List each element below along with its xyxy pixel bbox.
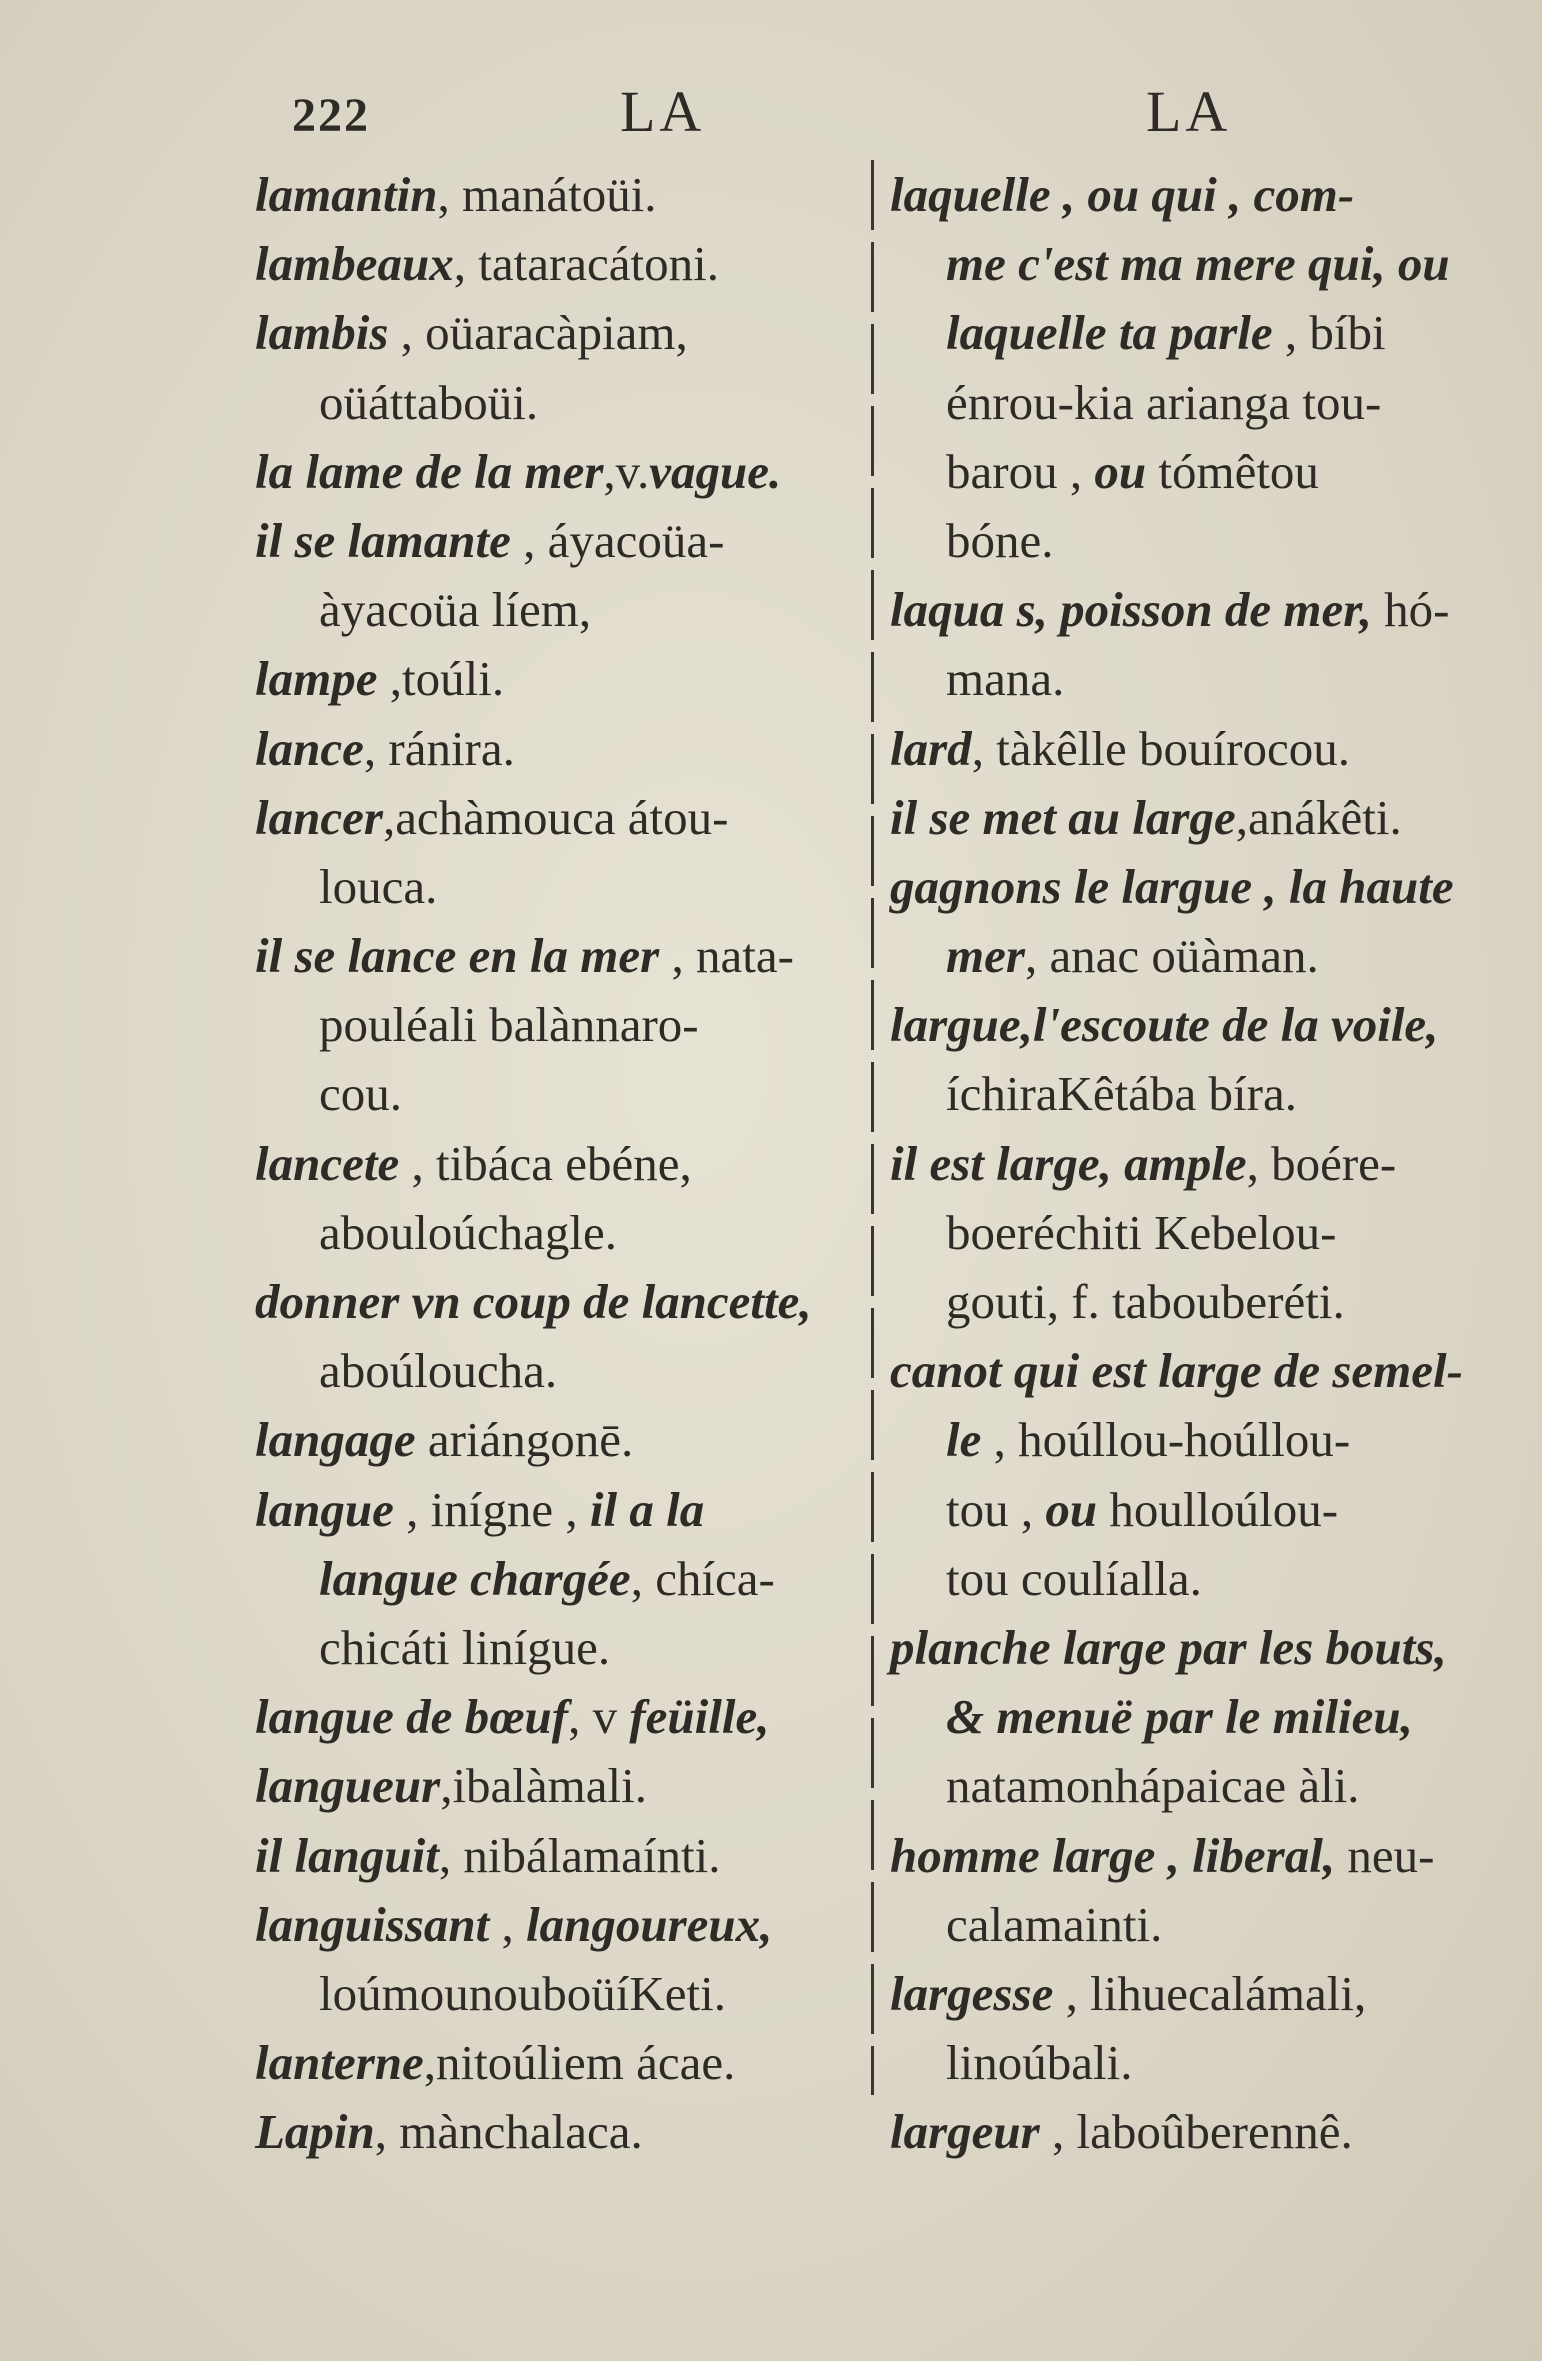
translation: , boére- (1246, 1135, 1397, 1191)
translation: chicáti liníguе. (319, 1619, 611, 1675)
headword: canot qui est large de semel- (890, 1343, 1463, 1399)
translation: ,v. (603, 443, 650, 499)
translation: , lihuecalámali, (1053, 1965, 1367, 2021)
left-entry-line (255, 1475, 855, 1544)
translation: ,nitoúliem ácae. (423, 2035, 736, 2091)
left-entry-line (255, 368, 855, 437)
headword: laquelle , ou qui , com- (890, 167, 1355, 222)
left-column (255, 160, 855, 2166)
headword: ou (1094, 443, 1147, 499)
right-entry-line (890, 1475, 1450, 1544)
headword: lancete (255, 1135, 400, 1191)
headword: gagnons le largue , la haute (890, 858, 1454, 914)
translation: tómêtou (1146, 443, 1319, 499)
left-entry-line (255, 1544, 855, 1613)
left-entry-line (255, 1267, 855, 1336)
right-entry-line (890, 2097, 1450, 2166)
left-entry-line (255, 2097, 855, 2166)
translation: , inígne , (393, 1481, 590, 1537)
headword: laqua s, poisson de mer, (890, 582, 1372, 638)
translation: , laboûberennê. (1039, 2104, 1353, 2160)
right-entry-line (890, 1821, 1450, 1890)
right-entry-line (890, 229, 1450, 298)
headword: la lame de la mer (255, 443, 604, 499)
translation: , manátoüi. (437, 167, 657, 222)
right-entry-line (890, 437, 1450, 506)
translation: houlloúlou- (1097, 1481, 1339, 1537)
left-entry-line (255, 1129, 855, 1198)
translation: cou. (319, 1066, 402, 1122)
right-entry-line (890, 1890, 1450, 1959)
headword: ou (1045, 1481, 1098, 1537)
translation: aboúloucha. (319, 1343, 558, 1399)
left-entry-line (255, 160, 855, 229)
column-divider (871, 160, 874, 2095)
headword: langage (255, 1412, 416, 1468)
translation: hó- (1371, 582, 1450, 638)
left-entry-line (255, 1959, 855, 2028)
left-entry-line (255, 1821, 855, 1890)
headword: Lapin (255, 2104, 375, 2160)
headword: languissant (255, 1896, 490, 1952)
headword: il est large, ample (890, 1135, 1247, 1191)
translation: boeréchiti Kebelou- (946, 1204, 1337, 1260)
right-entry-line (890, 575, 1450, 644)
headword: largesse (890, 1965, 1054, 2021)
right-entry-line (890, 1059, 1450, 1128)
left-entry-line (255, 1613, 855, 1682)
right-entry-line (890, 2028, 1450, 2097)
headword: langue de bœuf (255, 1689, 569, 1745)
translation: tou coulíalla. (946, 1550, 1202, 1606)
headword: me c'est ma mere qui, ou (946, 236, 1450, 292)
right-entry-line (890, 990, 1450, 1059)
headword: lance (255, 720, 364, 776)
left-entry-line (255, 437, 855, 506)
translation: , (489, 1896, 526, 1952)
left-entry-line (255, 1405, 855, 1474)
headword: il se met au large (890, 789, 1236, 845)
headword: il se lance en la mer (255, 928, 660, 984)
right-entry-line (890, 1682, 1450, 1751)
headword: langoureux, (525, 1896, 773, 1952)
right-entry-line (890, 160, 1450, 229)
headword: lanterne (255, 2035, 424, 2091)
translation: àyacoüa líem, (319, 582, 592, 638)
left-entry-line (255, 1890, 855, 1959)
left-entry-line (255, 921, 855, 990)
translation: loúmounouboüíKeti. (319, 1965, 726, 2021)
headword: langue (255, 1481, 394, 1537)
translation: , oüaracàpiam, (388, 305, 688, 361)
translation: , mànchalaca. (374, 2104, 643, 2160)
left-entry-line (255, 1059, 855, 1128)
translation: oüáttaboüi. (319, 374, 539, 430)
left-entry-line (255, 714, 855, 783)
right-entry-line (890, 1198, 1450, 1267)
right-entry-line (890, 783, 1450, 852)
headword: langueur (255, 1758, 441, 1814)
translation: , áyacoüa- (510, 512, 725, 568)
translation: , hoúllou-hoúllou- (981, 1412, 1351, 1468)
left-entry-line (255, 2028, 855, 2097)
headword: lamantin (255, 167, 438, 222)
right-entry-line (890, 1267, 1450, 1336)
headword: il se lamante (255, 512, 511, 568)
translation: ,toúli. (377, 651, 505, 707)
right-entry-line (890, 1959, 1450, 2028)
left-entry-line (255, 506, 855, 575)
translation: neu- (1335, 1827, 1435, 1883)
translation: , ránira. (363, 720, 515, 776)
translation: , anac oüàman. (1024, 928, 1319, 984)
headword: homme large , liberal, (890, 1827, 1336, 1883)
translation: pouléali balànnaro- (319, 997, 699, 1053)
translation: mana. (946, 651, 1065, 707)
right-column (890, 160, 1463, 2166)
right-entry-line (890, 298, 1450, 367)
headword: lard (890, 720, 972, 776)
right-entry-line (890, 1336, 1463, 1405)
headword: langue chargée (319, 1550, 631, 1606)
left-entry-line (255, 1682, 855, 1751)
right-entry-line (890, 644, 1450, 713)
headword: il a la (589, 1481, 705, 1537)
translation: tou , (946, 1481, 1046, 1537)
headword: donner vn coup de lancette, (255, 1274, 812, 1329)
translation: louca. (319, 858, 438, 914)
left-entry-line (255, 575, 855, 644)
headword: largeur (890, 2104, 1040, 2160)
right-entry-line (890, 1129, 1450, 1198)
headword: largue,l'escoute de la voile, (890, 997, 1439, 1053)
left-entry-line (255, 783, 855, 852)
translation: gouti, f. tabouberéti. (946, 1274, 1345, 1329)
translation: calamainti. (946, 1896, 1163, 1952)
headword: & menuë par le milieu, (946, 1689, 1413, 1745)
translation: ,ibalàmali. (440, 1758, 648, 1814)
translation: , tataracátoni. (453, 236, 719, 292)
left-entry-line (255, 852, 855, 921)
headword: feüille, (629, 1689, 770, 1745)
translation: ariángonē. (415, 1412, 634, 1468)
translation: , bíbi (1272, 305, 1386, 361)
translation: natamonhápaicae àli. (946, 1758, 1360, 1814)
translation: , tàkêlle bouírocou. (971, 720, 1350, 776)
right-entry-line (890, 714, 1450, 783)
translation: barou , (946, 443, 1095, 499)
page-number: 222 (292, 89, 370, 142)
headword: le (946, 1412, 982, 1468)
headword: planche large par les bouts, (890, 1619, 1447, 1675)
headword: lancer (255, 789, 383, 845)
right-entry-line (890, 1544, 1450, 1613)
right-entry-line (890, 1405, 1450, 1474)
right-entry-line (890, 368, 1450, 437)
headword: il languit (255, 1827, 439, 1883)
headword: lambis (255, 305, 389, 361)
headword: laquelle ta parle (946, 305, 1273, 361)
translation: , tibáca ebéne, (399, 1135, 692, 1191)
translation: énrou-kia arianga tou- (946, 374, 1382, 430)
translation: , nibálamaínti. (438, 1827, 721, 1883)
translation: bóne. (946, 512, 1054, 568)
running-head-right: LA (1146, 79, 1232, 144)
right-entry-line (890, 1613, 1450, 1682)
translation: íchiraKêtába bíra. (946, 1066, 1297, 1122)
left-entry-line (255, 1336, 855, 1405)
headword: lambeaux (255, 236, 454, 292)
translation: , v (568, 1689, 630, 1745)
headword: lampe (255, 651, 378, 707)
translation: ,anákêti. (1235, 789, 1402, 845)
left-entry-line (255, 990, 855, 1059)
translation: , nata- (659, 928, 794, 984)
translation: , chíca- (630, 1550, 775, 1606)
right-entry-line (890, 1751, 1450, 1820)
left-entry-line (255, 1198, 855, 1267)
right-entry-line (890, 506, 1450, 575)
left-entry-line (255, 644, 855, 713)
left-entry-line (255, 298, 855, 367)
translation: linoúbali. (946, 2035, 1133, 2091)
translation: abouloúchagle. (319, 1204, 617, 1260)
translation: ,achàmouca átou- (382, 789, 729, 845)
headword: vague. (649, 443, 782, 499)
left-entry-line (255, 1751, 855, 1820)
right-entry-line (890, 921, 1450, 990)
running-head-left: LA (620, 79, 706, 144)
right-entry-line (890, 852, 1454, 921)
left-entry-line (255, 229, 855, 298)
headword: mer (946, 928, 1025, 984)
